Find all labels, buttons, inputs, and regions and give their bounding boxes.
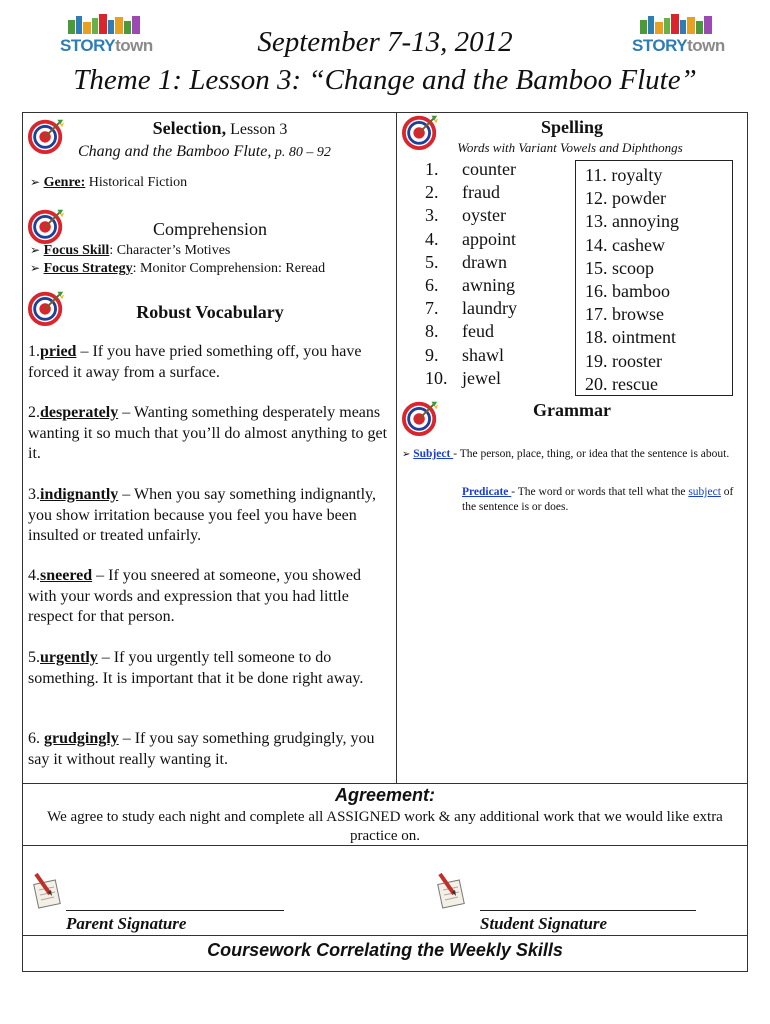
agreement-text: We agree to study each night and complete all ASSIGNED work & any additional work that we would like extra practice on. xyxy=(47,809,723,844)
logo-brand-b: town xyxy=(115,36,153,55)
date-title: September 7-13, 2012 xyxy=(257,26,513,58)
subject-definition: ➢ Subject - The person, place, thing, or idea that the sentence is about. xyxy=(402,448,730,460)
focus-skill-line: ➢ Focus Skill: Character’s Motives xyxy=(30,243,231,258)
lesson-title: Theme 1: Lesson 3: “Change and the Bamboo Flute” xyxy=(73,64,697,96)
logo-brand-b: town xyxy=(687,36,725,55)
agreement-divider xyxy=(22,783,748,784)
predicate-definition: Predicate - The word or words that tell what the subject of the sentence is or does. xyxy=(462,486,734,513)
logo-brand-a: STORY xyxy=(632,36,688,55)
vocab-item: 1.pried – If you have pried something off, you have forced it away from a surface. xyxy=(28,343,362,381)
genre-line: ➢ Genre: Historical Fiction xyxy=(30,175,188,190)
selection-book: Chang and the Bamboo Flute, p. 80 – 92 xyxy=(78,143,331,160)
vocab-item: 3.indignantly – When you say something indignantly, you show irritation because you feel you have been insulted or treated unfairly. xyxy=(28,486,377,544)
vocab-item: 2.desperately – Wanting something desperately means wanting it so much that you’ll do almost anything to get it. xyxy=(28,404,388,462)
parent-signature-label: Parent Signature xyxy=(66,914,187,933)
selection-heading: Selection, Lesson 3 xyxy=(152,118,288,138)
target-icon xyxy=(28,206,66,244)
grammar-heading: Grammar xyxy=(533,400,611,420)
student-signature-line[interactable] xyxy=(480,910,696,911)
student-signature-label: Student Signature xyxy=(480,914,608,933)
footer-divider xyxy=(22,935,748,936)
pen-paper-icon xyxy=(432,870,472,910)
column-divider xyxy=(396,112,397,783)
spelling-words: counter fraud oyster appoint drawn awning laundry feud shawl jewel xyxy=(462,159,517,388)
spelling-subtitle: Words with Variant Vowels and Diphthongs xyxy=(457,140,683,155)
vocab-item: 5.urgently – If you urgently tell someone to do something. It is important that it be done right away. xyxy=(28,649,364,687)
parent-signature-line[interactable] xyxy=(66,910,284,911)
target-icon xyxy=(28,288,66,326)
target-icon xyxy=(402,398,440,436)
focus-strategy-line: ➢ Focus Strategy: Monitor Comprehension: Reread xyxy=(30,261,326,276)
pen-paper-icon xyxy=(28,870,68,910)
vocab-item: 4.sneered – If you sneered at someone, you showed with your words and expression that you had little respect for that person. xyxy=(28,567,361,625)
spelling-numbers: 1. 2. 3. 4. 5. 6. 7. 8. 9. 10. xyxy=(425,159,448,388)
target-icon xyxy=(28,116,66,154)
comprehension-heading: Comprehension xyxy=(153,219,267,239)
vocab-item: 6. grudgingly – If you say something grudgingly, you say it without really wanting it. xyxy=(28,730,375,768)
spelling-heading: Spelling xyxy=(540,117,604,137)
logo-brand-a: STORY xyxy=(60,36,116,55)
spelling-words-box: 11. royalty 12. powder 13. annoying 14. cashew 15. scoop 16. bamboo 17. browse 18. ointment 19. rooster 20. rescue xyxy=(585,165,679,394)
agreement-heading: Agreement: xyxy=(334,785,436,805)
vocabulary-heading: Robust Vocabulary xyxy=(136,302,284,322)
footer-text: Coursework Correlating the Weekly Skills xyxy=(207,940,563,960)
subject-link[interactable]: subject xyxy=(688,486,721,498)
